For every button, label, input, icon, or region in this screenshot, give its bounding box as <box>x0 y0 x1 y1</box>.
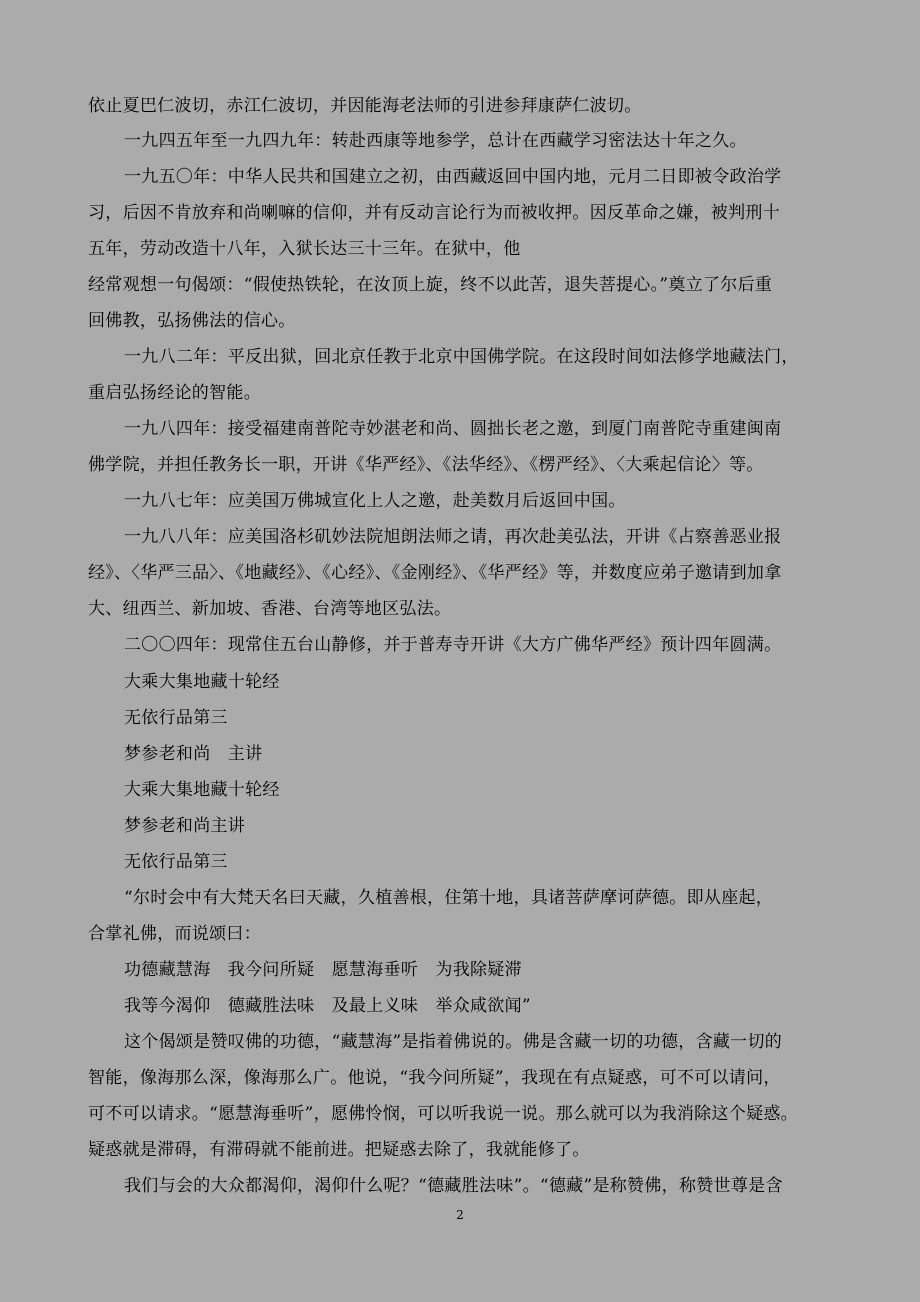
text-line: 这个偈颂是赞叹佛的功德，“藏慧海”是指着佛说的。佛是含藏一切的功德，含藏一切的 <box>124 1032 783 1052</box>
text-line: 一九四五年至一九四九年：转赴西康等地参学，总计在西藏学习密法达十年之久。 <box>124 131 747 151</box>
text-line: 一九五〇年：中华人民共和国建立之初，由西藏返回中国内地，元月二日即被令政治学 <box>124 167 782 187</box>
page-number: 2 <box>456 1208 464 1222</box>
text-line: 合掌礼佛，而说颂曰： <box>88 924 261 944</box>
text-line: 五年，劳动改造十八年，入狱长达三十三年。在狱中，他 <box>88 239 521 259</box>
section-heading: 大乘大集地藏十轮经 <box>124 780 280 800</box>
text-line: 一九八七年：应美国万佛城宣化上人之邀，赴美数月后返回中国。 <box>124 491 626 511</box>
section-heading: 无依行品第三 <box>124 708 228 728</box>
section-heading: 无依行品第三 <box>124 852 228 872</box>
text-line: 可不可以请求。“愿慧海垂听”，愿佛怜悯，可以听我说一说。那么就可以为我消除这个疑惑。 <box>88 1104 798 1124</box>
text-line: 一九八八年：应美国洛杉矶妙法院旭朗法师之请，再次赴美弘法，开讲《占察善恶业报 <box>124 527 782 547</box>
text-line: “尔时会中有大梵天名曰天藏，久植善根，住第十地，具诸菩萨摩诃萨德。即从座起， <box>124 888 774 908</box>
text-line: 佛学院，并担任教务长一职，开讲《华严经》、《法华经》、《楞严经》、〈大乘起信论〉等。 <box>88 455 764 475</box>
verse-line: 功德藏慧海 我今问所疑 愿慧海垂听 为我除疑滞 <box>124 960 522 980</box>
text-line: 一九八四年：接受福建南普陀寺妙湛老和尚、圆拙长老之邀，到厦门南普陀寺重建闽南 <box>124 419 782 439</box>
text-line: 疑惑就是滞碍，有滞碍就不能前进。把疑惑去除了，我就能修了。 <box>88 1140 590 1160</box>
text-line: 我们与会的大众都渴仰，渴仰什么呢？“德藏胜法味”。“德藏”是称赞佛，称赞世尊是含 <box>124 1176 783 1196</box>
text-line: 回佛教，弘扬佛法的信心。 <box>88 311 296 331</box>
text-line: 一九八二年：平反出狱，回北京任教于北京中国佛学院。在这段时间如法修学地藏法门， <box>124 347 799 367</box>
section-heading: 梦参老和尚主讲 <box>124 816 246 836</box>
text-line: 重启弘扬经论的智能。 <box>88 383 261 403</box>
text-line: 经常观想一句偈颂：“假使热铁轮，在汝顶上旋，终不以此苦，退失菩提心。”奠立了尔后重 <box>88 275 773 295</box>
text-line: 依止夏巴仁波切，赤江仁波切，并因能海老法师的引进参拜康萨仁波切。 <box>88 96 642 116</box>
section-heading: 大乘大集地藏十轮经 <box>124 672 280 692</box>
text-line: 经》、〈华严三品〉、《地藏经》、《心经》、《金刚经》、《华严经》等，并数度应弟子邀请到加拿 <box>88 563 782 583</box>
text-line: 二〇〇四年：现常住五台山静修，并于普寿寺开讲《大方广佛华严经》预计四年圆满。 <box>124 635 782 655</box>
verse-line: 我等今渴仰 德藏胜法味 及最上义味 举众咸欲闻” <box>124 996 531 1016</box>
text-line: 大、纽西兰、新加坡、香港、台湾等地区弘法。 <box>88 599 452 619</box>
section-heading: 梦参老和尚 主讲 <box>124 744 263 764</box>
text-line: 智能，像海那么深，像海那么广。他说，“我今问所疑”，我现在有点疑惑，可不可以请问， <box>88 1068 781 1088</box>
text-line: 习，后因不肯放弃和尚喇嘛的信仰，并有反动言论行为而被收押。因反革命之嫌，被判刑十 <box>88 203 780 223</box>
